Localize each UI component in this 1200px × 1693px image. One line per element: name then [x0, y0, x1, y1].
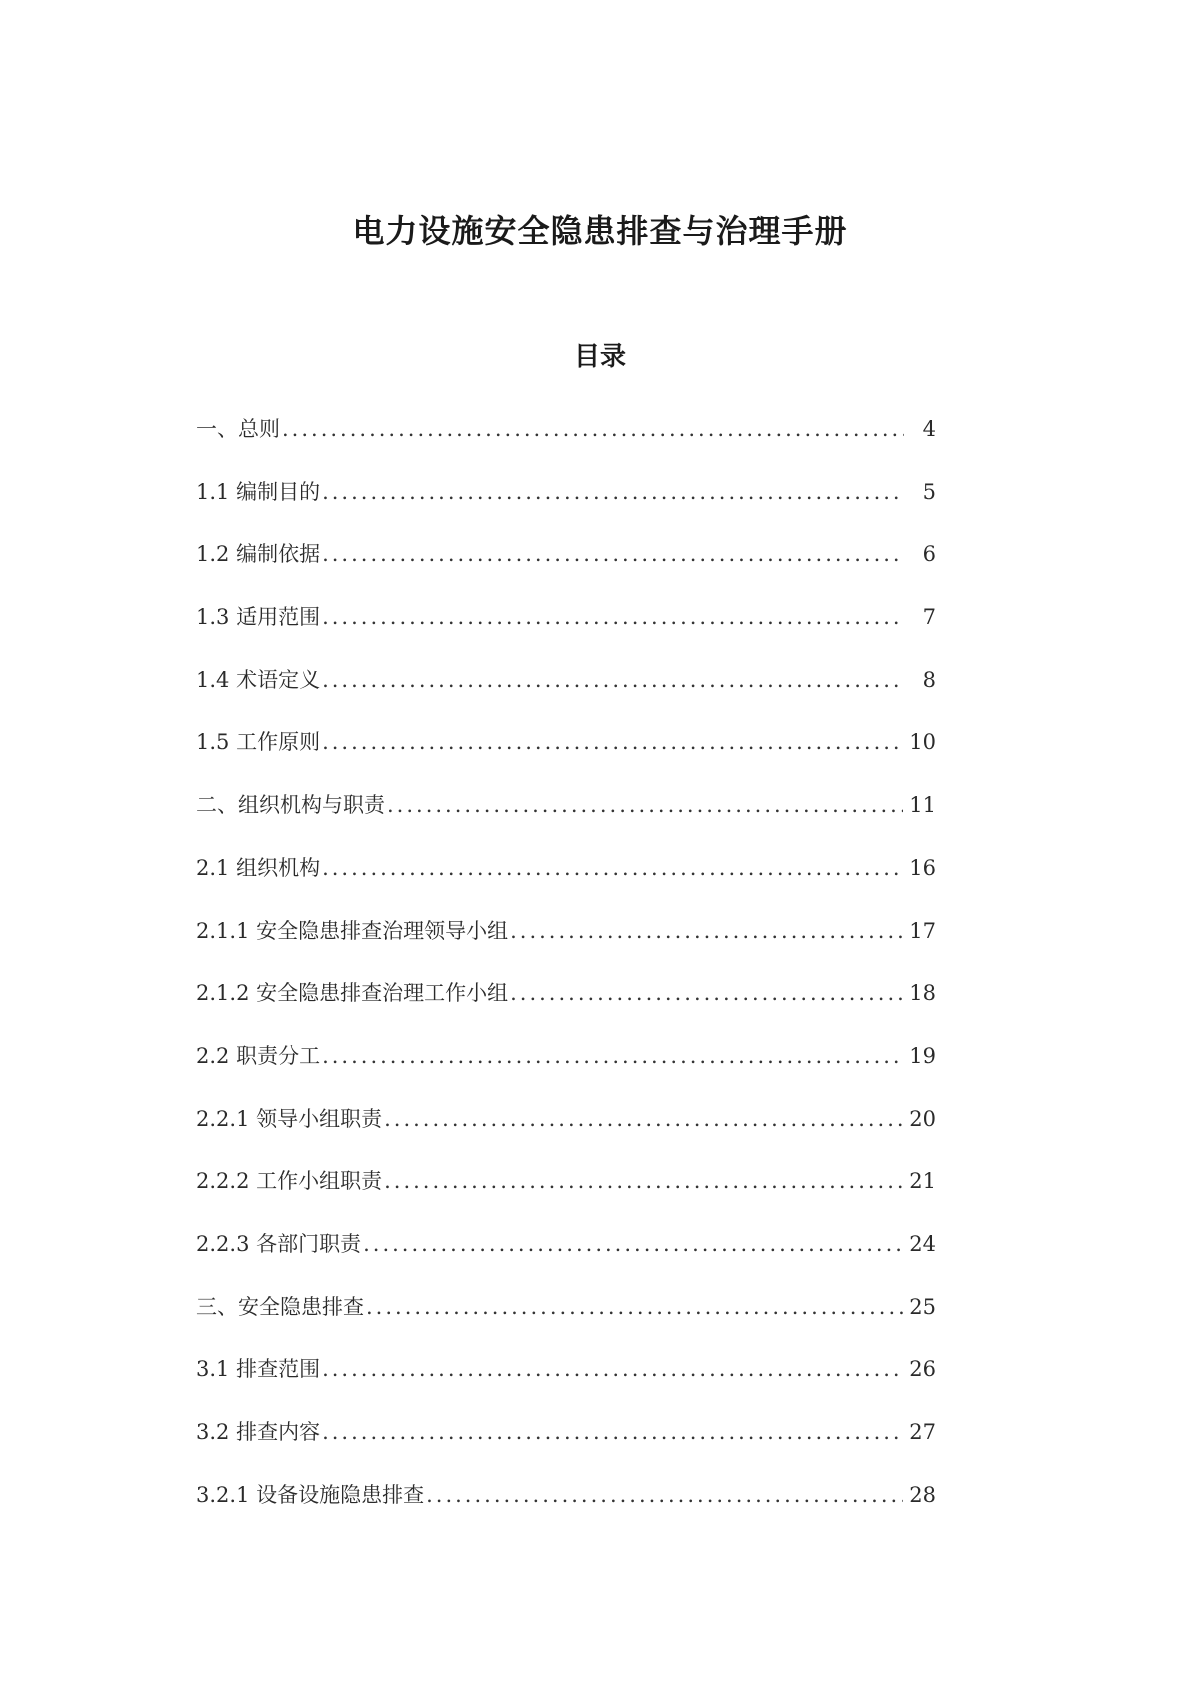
toc-dot-leader	[322, 1357, 903, 1381]
toc-entry-label: 一、总则	[196, 417, 280, 441]
toc-entry-label: 三、安全隐患排查	[196, 1294, 364, 1319]
toc-dot-leader	[322, 605, 904, 629]
toc-dot-leader	[322, 856, 903, 880]
toc-entry-page-number: 7	[922, 605, 936, 630]
toc-entry[interactable]	[196, 413, 936, 476]
toc-entry-page-number: 17	[909, 918, 936, 943]
toc-entry-label: 2.1 组织机构	[196, 855, 321, 880]
toc-dot-leader	[322, 542, 904, 566]
toc-entry-label: 2.2 职责分工	[196, 1043, 321, 1068]
toc-entry-label: 二、组织机构与职责	[196, 793, 385, 818]
toc-dot-leader	[510, 981, 903, 1005]
toc-entry[interactable]	[196, 1228, 936, 1291]
toc-entry-page-number: 20	[909, 1106, 936, 1131]
toc-entry[interactable]	[196, 476, 936, 539]
toc-dot-leader	[384, 1169, 903, 1193]
toc-dot-leader	[322, 1044, 903, 1068]
toc-entry-page-number: 28	[909, 1482, 936, 1507]
toc-entry-page-number: 11	[909, 793, 936, 818]
toc-entry[interactable]	[196, 601, 936, 664]
toc-entry-page-number: 24	[909, 1231, 936, 1256]
toc-entry[interactable]	[196, 1165, 936, 1228]
toc-entry-label: 2.2.1 领导小组职责	[196, 1106, 383, 1131]
toc-dot-leader	[363, 1232, 903, 1256]
toc-dot-leader	[322, 668, 904, 692]
toc-entry-label: 3.2.1 设备设施隐患排查	[196, 1482, 425, 1507]
toc-entry-label: 1.1 编制目的	[196, 479, 321, 504]
toc-entry-label: 1.3 适用范围	[196, 605, 321, 630]
toc-entry-label: 1.2 编制依据	[196, 542, 321, 567]
toc-entry[interactable]	[196, 789, 936, 852]
toc-entry-label: 3.2 排查内容	[196, 1420, 321, 1444]
toc-dot-leader	[322, 480, 904, 504]
toc-dot-leader	[366, 1295, 903, 1319]
toc-entry-label: 2.1.2 安全隐患排查治理工作小组	[196, 981, 509, 1006]
toc-entry[interactable]	[196, 1103, 936, 1166]
toc-entry-label: 2.1.1 安全隐患排查治理领导小组	[196, 918, 509, 943]
toc-entry[interactable]	[196, 852, 936, 915]
toc-dot-leader	[322, 1420, 903, 1444]
toc-heading: 目录	[573, 342, 626, 372]
toc-entry[interactable]	[196, 1479, 936, 1542]
toc-entry[interactable]	[196, 538, 936, 601]
toc-entry-page-number: 19	[909, 1043, 936, 1068]
toc-entry[interactable]	[196, 664, 936, 727]
toc-dot-leader	[426, 1483, 903, 1507]
toc-entry[interactable]	[196, 726, 936, 789]
toc-entry-page-number: 16	[909, 855, 936, 880]
toc-entry-page-number: 21	[909, 1169, 936, 1194]
toc-entry-page-number: 18	[909, 981, 936, 1006]
toc-entry-page-number: 8	[922, 667, 936, 692]
document-title: 电力设施安全隐患排查与治理手册	[352, 212, 848, 250]
toc-entry-page-number: 27	[909, 1420, 936, 1444]
toc-entry-label: 3.1 排查范围	[196, 1357, 321, 1382]
toc-dot-leader	[282, 417, 904, 441]
toc-entry-page-number: 4	[922, 417, 936, 441]
toc-dot-leader	[510, 919, 903, 943]
table-of-contents	[196, 413, 936, 1541]
toc-dot-leader	[322, 730, 903, 754]
toc-dot-leader	[384, 1107, 903, 1131]
toc-entry-label: 1.5 工作原则	[196, 730, 321, 755]
toc-entry[interactable]	[196, 1291, 936, 1354]
toc-entry-page-number: 10	[909, 730, 936, 755]
toc-dot-leader	[387, 793, 903, 817]
toc-entry-label: 2.2.2 工作小组职责	[196, 1169, 383, 1194]
toc-entry-page-number: 26	[909, 1357, 936, 1382]
toc-entry[interactable]	[196, 1353, 936, 1416]
toc-entry[interactable]	[196, 915, 936, 978]
toc-entry-page-number: 6	[922, 542, 936, 567]
toc-entry-label: 1.4 术语定义	[196, 667, 321, 692]
toc-entry[interactable]	[196, 1416, 936, 1479]
toc-entry-label: 2.2.3 各部门职责	[196, 1231, 362, 1256]
toc-entry[interactable]	[196, 977, 936, 1040]
toc-entry-page-number: 5	[922, 479, 936, 504]
toc-entry[interactable]	[196, 1040, 936, 1103]
toc-entry-page-number: 25	[909, 1294, 936, 1319]
